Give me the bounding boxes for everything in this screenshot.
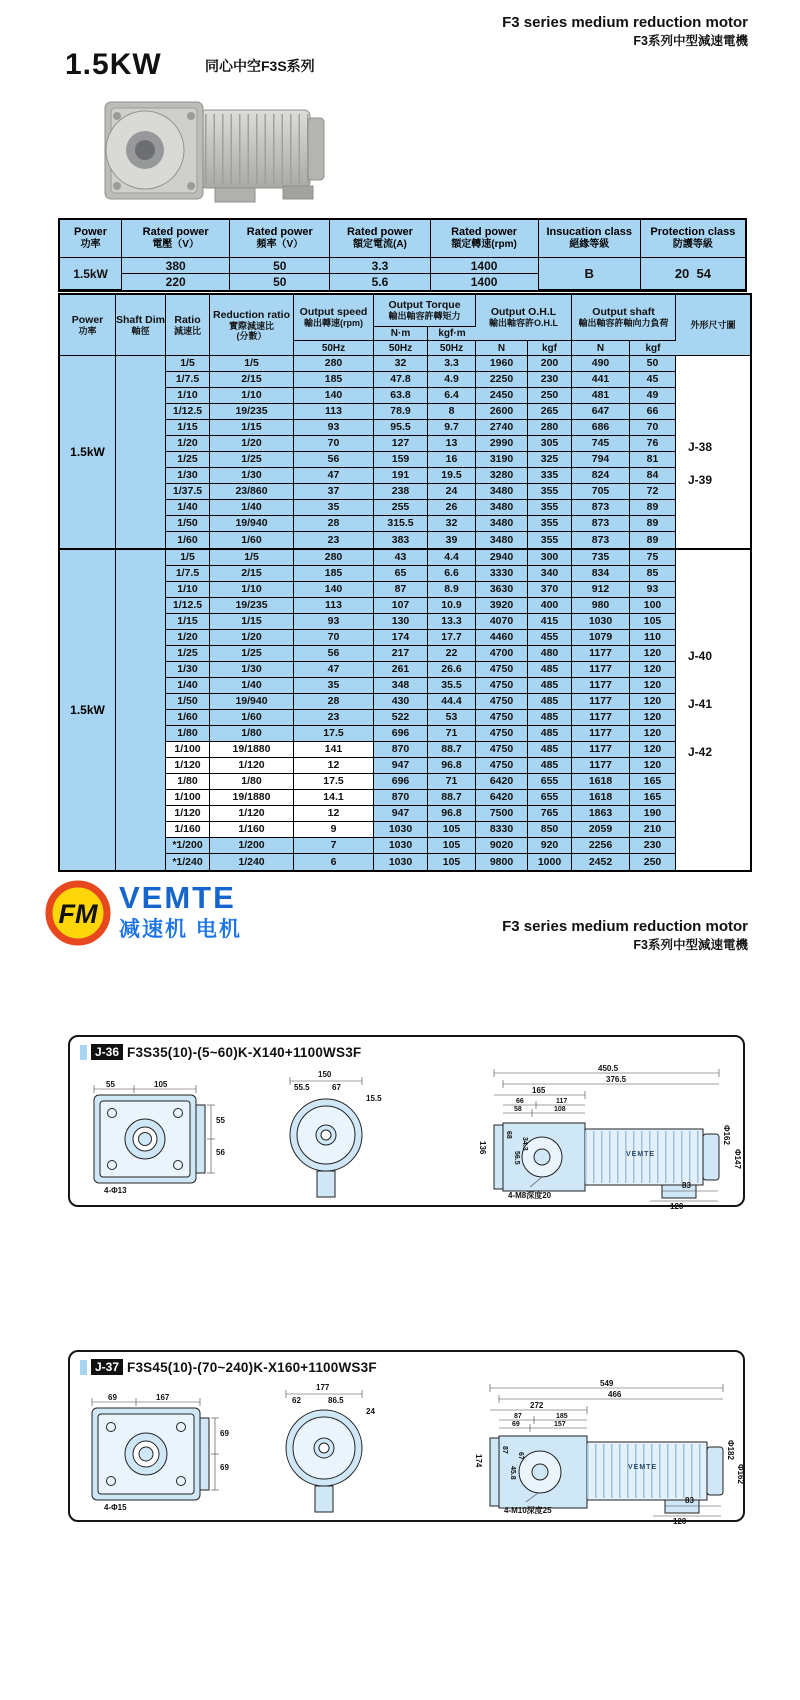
dim-label: 120 — [673, 1517, 687, 1526]
col-power: Power 功率 — [60, 220, 122, 258]
header-title-cn: F3系列中型減速電機 — [633, 34, 748, 48]
current-value: 3.3 — [330, 258, 430, 274]
table-row: 1/7.5 2/15 185 47.8 4.9 2250 230 441 45 — [166, 372, 676, 388]
unit-kgf: kgf — [528, 341, 572, 356]
col-shaft-dim: Shaft Dim 軸徑 — [116, 295, 166, 356]
dim-label: 68 — [505, 1131, 512, 1139]
motor-brand-label: VEMTE — [628, 1464, 658, 1471]
dim-label: 450.5 — [598, 1064, 619, 1073]
ratio-section-1 — [60, 356, 750, 548]
dim-ref: J-39 — [688, 473, 713, 488]
dim-label: 4-M10深度25 — [504, 1506, 552, 1515]
unit-kgf: kgf — [630, 341, 676, 356]
current-value: 5.6 — [330, 274, 430, 290]
table-row: 1/10 1/10 140 63.8 6.4 2450 250 481 49 — [166, 388, 676, 404]
col-output-shaft: Output shaft 輸出軸容許軸向力負荷 — [572, 295, 676, 341]
unit-kgfm: kgf·m — [428, 327, 476, 341]
unit-hz: 50Hz — [374, 341, 428, 356]
table-row: 1/12.5 19/235 113 107 10.9 3920 400 980 100 — [166, 598, 676, 614]
dim-label: 56 — [216, 1148, 225, 1157]
brand-logo — [45, 880, 242, 946]
section-data — [166, 356, 676, 548]
table-row: 1/100 19/1880 141 870 88.7 4750 485 1177 120 — [166, 742, 676, 758]
drawing-panel-j37 — [68, 1350, 745, 1526]
col-power: Power 功率 — [60, 295, 116, 356]
header-title-cn: F3系列中型減速電機 — [633, 938, 748, 952]
power-value: 1.5kW — [60, 258, 122, 290]
dim-label: 58 — [514, 1106, 522, 1113]
col-output-ohl: Output O.H.L 輸出軸容許O.H.L — [476, 295, 572, 341]
table-row: 1/5 1/5 280 32 3.3 1960 200 490 50 — [166, 356, 676, 372]
frequency-value: 50 — [230, 274, 330, 290]
unit-n: N — [572, 341, 630, 356]
section-header — [502, 918, 748, 953]
power-table-header-row — [60, 220, 746, 258]
speed-value: 1400 — [431, 274, 539, 290]
drawing-title: F3S35(10)-(5~60)K-X140+1100WS3F — [127, 1044, 362, 1060]
dim-label: 4-M8深度20 — [508, 1191, 552, 1200]
dim-label: Φ182 — [726, 1440, 735, 1460]
ratio-table — [58, 293, 752, 872]
table-row: 1/120 1/120 12 947 96.8 7500 765 1863 190 — [166, 806, 676, 822]
col-ratio: Ratio 減速比 — [166, 295, 210, 356]
unit-hz: 50Hz — [428, 341, 476, 356]
dimension-ref-cell — [676, 356, 750, 548]
technical-drawing — [70, 1037, 747, 1209]
table-row: 1/30 1/30 47 261 26.6 4750 485 1177 120 — [166, 662, 676, 678]
dim-label: 69 — [512, 1421, 520, 1428]
table-row: 1/25 1/25 56 159 16 3190 325 794 81 — [166, 452, 676, 468]
drawing-title: F3S45(10)-(70~240)K-X160+1100WS3F — [127, 1359, 377, 1375]
dim-label: 69 — [220, 1429, 229, 1438]
dim-ref: J-38 — [688, 440, 713, 455]
dimension-ref-cell — [676, 550, 750, 870]
dim-label: 4-Φ13 — [104, 1186, 127, 1195]
dim-label: 69 — [108, 1393, 117, 1402]
dim-label: 185 — [556, 1413, 568, 1420]
dim-label: 15.5 — [366, 1094, 382, 1103]
table-row: 1/160 1/160 9 1030 105 8330 850 2059 210 — [166, 822, 676, 838]
section-shaft-dim — [116, 356, 166, 548]
col-voltage: Rated power 電壓（V） — [122, 220, 230, 258]
table-row: 1/15 1/15 93 95.5 9.7 2740 280 686 70 — [166, 420, 676, 436]
dim-label: 272 — [530, 1401, 544, 1410]
dim-label: 83 — [685, 1496, 694, 1505]
motor-brand-label: VEMTE — [626, 1151, 656, 1158]
section-shaft-dim — [116, 550, 166, 870]
dim-label: 34.3 — [521, 1137, 528, 1151]
dim-label: 87 — [514, 1413, 522, 1420]
table-row: 1/80 1/80 17.5 696 71 4750 485 1177 120 — [166, 726, 676, 742]
col-reduction-ratio: Reduction ratio 實際減速比 (分數） — [210, 295, 294, 356]
table-row: 1/50 19/940 28 315.5 32 3480 355 873 89 — [166, 516, 676, 532]
dim-label: 62 — [292, 1396, 301, 1405]
header-title-en: F3 series medium reduction motor — [502, 918, 748, 935]
dim-label: 67 — [332, 1083, 341, 1092]
table-row: 1/15 1/15 93 130 13.3 4070 415 1030 105 — [166, 614, 676, 630]
dim-label: 165 — [532, 1086, 546, 1095]
svg-text:FM: FM — [58, 899, 98, 929]
table-row: 1/20 1/20 70 127 13 2990 305 745 76 — [166, 436, 676, 452]
dim-label: 55.5 — [294, 1083, 310, 1092]
dim-label: 55 — [216, 1116, 225, 1125]
table-row: *1/240 1/240 6 1030 105 9800 1000 2452 250 — [166, 854, 676, 870]
dim-ref: J-42 — [688, 745, 713, 760]
drawing-panel-j36 — [68, 1035, 745, 1211]
power-title: 1.5KW — [65, 48, 162, 81]
dim-label: 376.5 — [606, 1075, 627, 1084]
table-row: 1/12.5 19/235 113 78.9 8 2600 265 647 66 — [166, 404, 676, 420]
dim-label: Φ162 — [722, 1125, 731, 1145]
table-row: 1/25 1/25 56 217 22 4700 480 1177 120 — [166, 646, 676, 662]
page-header — [502, 14, 748, 49]
power-table-row — [60, 258, 746, 274]
col-protection: Protection class 防護等級 — [641, 220, 746, 258]
table-row: 1/50 19/940 28 430 44.4 4750 485 1177 120 — [166, 694, 676, 710]
series-title: 同心中空F3S系列 — [205, 58, 315, 74]
dim-label: 177 — [316, 1383, 330, 1392]
title-marker — [80, 1045, 87, 1060]
ratio-section-2 — [60, 548, 750, 870]
dim-label: 86.5 — [328, 1396, 344, 1405]
dim-label: 150 — [318, 1070, 332, 1079]
protection-value: 20 54 — [641, 258, 746, 290]
table-row: 1/40 1/40 35 255 26 3480 355 873 89 — [166, 500, 676, 516]
power-rating-table — [58, 218, 747, 292]
brand-subtitle: 减速机 电机 — [119, 918, 242, 941]
col-dimension-drawing: 外形尺寸圖 — [676, 295, 750, 356]
voltage-value: 220 — [122, 274, 230, 290]
logo-icon — [45, 880, 111, 946]
dim-label: 87 — [501, 1446, 508, 1454]
unit-n: N — [476, 341, 528, 356]
dim-label: 157 — [554, 1421, 566, 1428]
col-insulation: Insucation class 絕緣等級 — [539, 220, 641, 258]
dim-label: 466 — [608, 1390, 622, 1399]
frequency-value: 50 — [230, 258, 330, 274]
table-row: 1/60 1/60 23 383 39 3480 355 873 89 — [166, 532, 676, 548]
table-row: 1/7.5 2/15 185 65 6.6 3330 340 834 85 — [166, 566, 676, 582]
speed-value: 1400 — [431, 258, 539, 274]
col-speed: Rated power 額定轉速(rpm) — [431, 220, 539, 258]
dim-label: 56.5 — [513, 1151, 520, 1165]
dim-label: 174 — [474, 1454, 483, 1468]
col-current: Rated power 額定電流(A) — [330, 220, 430, 258]
dim-label: 66 — [516, 1098, 524, 1105]
voltage-value: 380 — [122, 258, 230, 274]
dim-ref: J-41 — [688, 697, 713, 712]
dim-label: 24 — [366, 1407, 375, 1416]
table-row: 1/30 1/30 47 191 19.5 3280 335 824 84 — [166, 468, 676, 484]
table-row: 1/60 1/60 23 522 53 4750 485 1177 120 — [166, 710, 676, 726]
dim-label: 117 — [556, 1098, 568, 1105]
dim-label: 120 — [670, 1202, 684, 1211]
section-data — [166, 550, 676, 870]
table-row: 1/80 1/80 17.5 696 71 6420 655 1618 165 — [166, 774, 676, 790]
dim-label: 4-Φ15 — [104, 1503, 127, 1512]
dim-label: 55 — [106, 1080, 115, 1089]
table-row: 1/120 1/120 12 947 96.8 4750 485 1177 120 — [166, 758, 676, 774]
table-row: 1/10 1/10 140 87 8.9 3630 370 912 93 — [166, 582, 676, 598]
technical-drawing — [70, 1352, 747, 1524]
insulation-value: B — [539, 258, 641, 290]
section-power: 1.5kW — [60, 550, 116, 870]
dim-label: Φ162 — [736, 1464, 745, 1484]
table-row: 1/20 1/20 70 174 17.7 4460 455 1079 110 — [166, 630, 676, 646]
dim-label: 108 — [554, 1106, 566, 1113]
drawing-ref-badge: J-36 — [91, 1044, 123, 1060]
table-row: 1/100 19/1880 14.1 870 88.7 6420 655 1618 165 — [166, 790, 676, 806]
dim-label: 549 — [600, 1379, 614, 1388]
dim-label: 167 — [156, 1393, 170, 1402]
section-power: 1.5kW — [60, 356, 116, 548]
unit-nm: N·m — [374, 327, 428, 341]
dim-label: 105 — [154, 1080, 168, 1089]
table-row: 1/5 1/5 280 43 4.4 2940 300 735 75 — [166, 550, 676, 566]
dim-label: 69 — [220, 1463, 229, 1472]
dim-label: 45.8 — [509, 1466, 516, 1480]
dim-label: 83 — [682, 1181, 691, 1190]
dim-label: Φ147 — [733, 1149, 742, 1169]
dim-ref: J-40 — [688, 649, 713, 664]
table-row: *1/200 1/200 7 1030 105 9020 920 2256 230 — [166, 838, 676, 854]
drawing-ref-badge: J-37 — [91, 1359, 123, 1375]
unit-hz: 50Hz — [294, 341, 374, 356]
table-row: 1/40 1/40 35 348 35.5 4750 485 1177 120 — [166, 678, 676, 694]
table-row: 1/37.5 23/860 37 238 24 3480 355 705 72 — [166, 484, 676, 500]
ratio-table-header — [60, 295, 750, 356]
product-photo — [95, 88, 335, 206]
title-marker — [80, 1360, 87, 1375]
brand-name: VEMTE — [119, 880, 236, 915]
dim-label: 67 — [517, 1452, 524, 1460]
header-title-en: F3 series medium reduction motor — [502, 14, 748, 31]
dim-label: 136 — [478, 1141, 487, 1155]
col-output-torque: Output Torque 輸出軸容許轉矩力 — [374, 295, 476, 327]
col-output-speed: Output speed 輸出轉速(rpm) — [294, 295, 374, 341]
col-frequency: Rated power 頻率（V） — [230, 220, 330, 258]
